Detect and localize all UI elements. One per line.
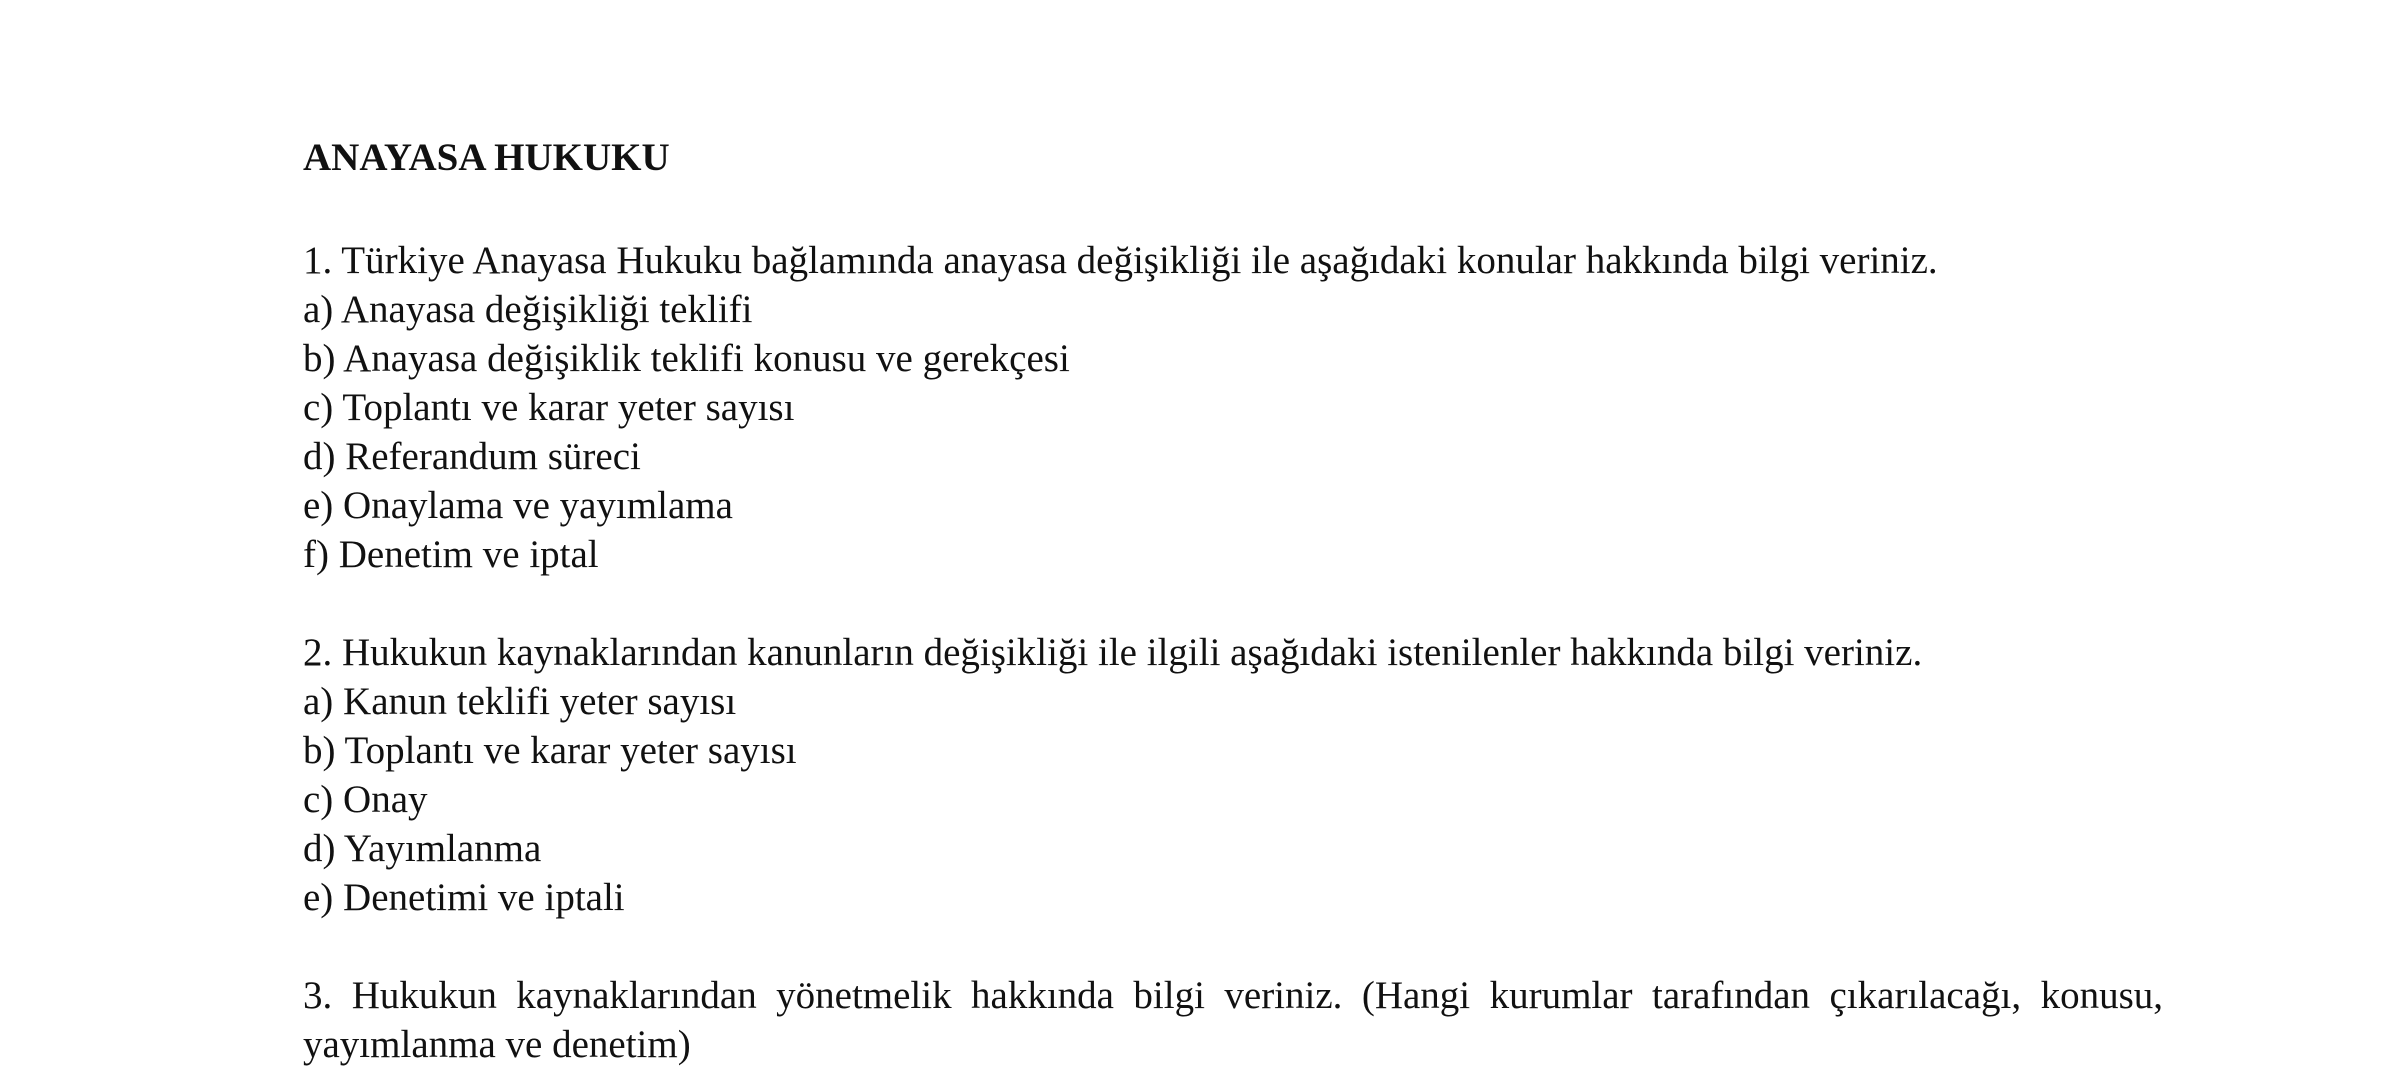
- question-text: 2. Hukukun kaynaklarından kanunların değişikliği ile ilgili aşağıdaki istenilenler hakkında bilgi veriniz.: [303, 631, 1923, 674]
- list-item: a) Kanun teklifi yeter sayısı: [303, 680, 737, 723]
- list-item: d) Yayımlanma: [303, 827, 542, 870]
- question-2: [303, 628, 2163, 922]
- question-1: [303, 236, 2163, 579]
- list-item: e) Onaylama ve yayımlama: [303, 484, 733, 527]
- list-item: b) Anayasa değişiklik teklifi konusu ve gerekçesi: [303, 337, 1070, 380]
- question-text: 3. Hukukun kaynaklarından yönetmelik hakkında bilgi veriniz. (Hangi kurumlar tarafından çıkarılacağı, konusu, yayımlanma ve denetim): [303, 974, 2163, 1066]
- list-item: f) Denetim ve iptal: [303, 533, 599, 576]
- question-3: [303, 971, 2163, 1069]
- document-title: ANAYASA HUKUKU: [303, 136, 670, 179]
- list-item: a) Anayasa değişikliği teklifi: [303, 288, 753, 331]
- list-item: d) Referandum süreci: [303, 435, 641, 478]
- question-text: 1. Türkiye Anayasa Hukuku bağlamında anayasa değişikliği ile aşağıdaki konular hakkında bilgi veriniz.: [303, 239, 1938, 282]
- document-content: [303, 128, 2163, 1080]
- list-item: e) Denetimi ve iptali: [303, 876, 625, 919]
- list-item: c) Toplantı ve karar yeter sayısı: [303, 386, 795, 429]
- list-item: c) Onay: [303, 778, 428, 821]
- list-item: b) Toplantı ve karar yeter sayısı: [303, 729, 797, 772]
